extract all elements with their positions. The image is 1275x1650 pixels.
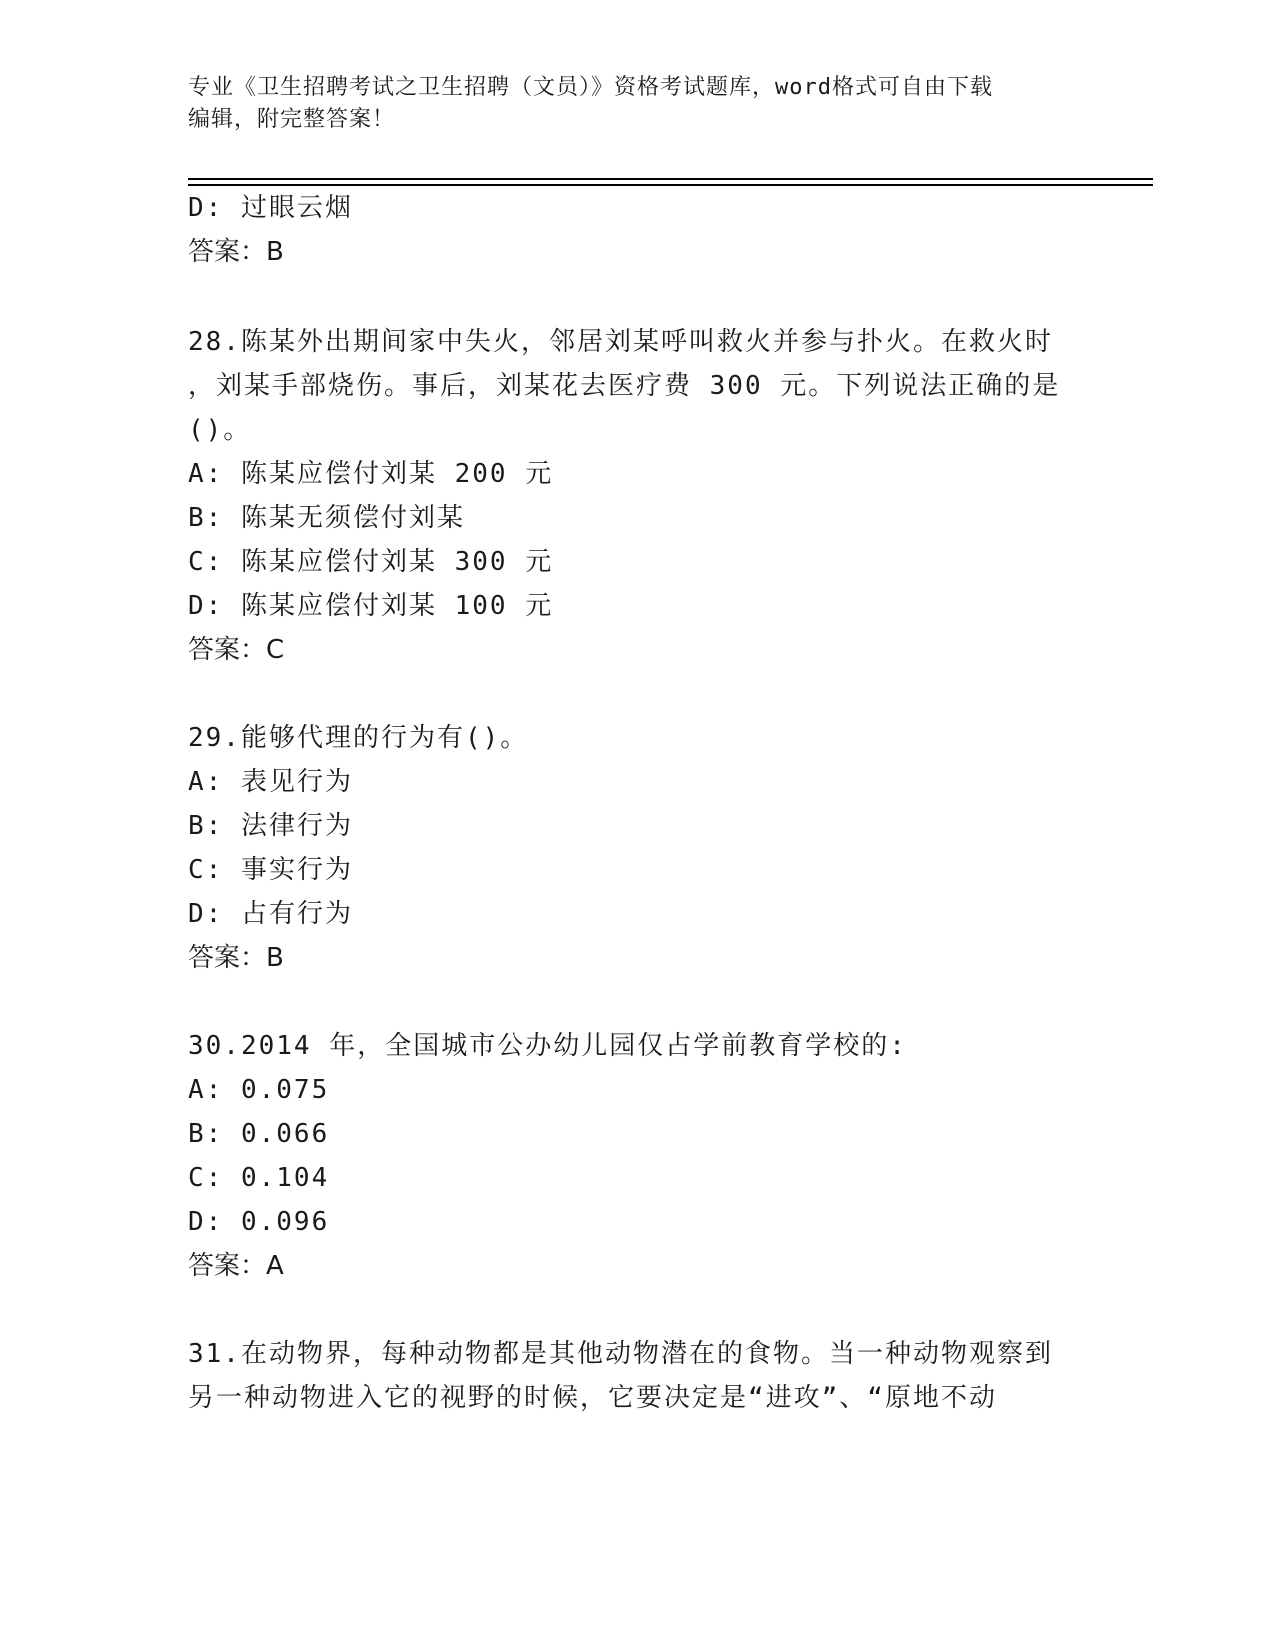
- header-line-2: 编辑，附完整答案！: [188, 107, 396, 132]
- q28-stem-line-2: ，刘某手部烧伤。事后，刘某花去医疗费 300 元。下列说法正确的是: [188, 371, 1061, 401]
- q29-answer: 答案：B: [188, 943, 284, 973]
- q28-option-c: C: 陈某应偿付刘某 300 元: [188, 547, 554, 577]
- q27-option-d: D: 过眼云烟: [188, 193, 353, 223]
- q29-option-c: C: 事实行为: [188, 855, 353, 885]
- q28-option-b: B: 陈某无须偿付刘某: [188, 503, 465, 533]
- q29-option-a: A: 表见行为: [188, 767, 353, 797]
- q30-option-b: B: 0.066: [188, 1119, 330, 1149]
- q31-stem-line-2: 另一种动物进入它的视野的时候，它要决定是“进攻”、“原地不动: [188, 1383, 997, 1413]
- q28-option-a: A: 陈某应偿付刘某 200 元: [188, 459, 554, 489]
- header-divider-bottom: [188, 184, 1153, 186]
- q28-answer: 答案：C: [188, 635, 285, 665]
- q29-stem-line-1: 29.能够代理的行为有()。: [188, 723, 529, 753]
- q30-option-a: A: 0.075: [188, 1075, 330, 1105]
- q30-answer: 答案：A: [188, 1251, 284, 1281]
- q30-option-c: C: 0.104: [188, 1163, 330, 1193]
- q28-option-d: D: 陈某应偿付刘某 100 元: [188, 591, 554, 621]
- header-line-1: 专业《卫生招聘考试之卫生招聘（文员）》资格考试题库，word格式可自由下载: [188, 75, 993, 100]
- document-header: [188, 72, 1088, 136]
- q30-stem-line-1: 30.2014 年，全国城市公办幼儿园仅占学前教育学校的:: [188, 1031, 907, 1061]
- q31-stem-line-1: 31.在动物界，每种动物都是其他动物潜在的食物。当一种动物观察到: [188, 1339, 1053, 1369]
- q29-option-d: D: 占有行为: [188, 899, 353, 929]
- q30-option-d: D: 0.096: [188, 1207, 330, 1237]
- q27-answer: 答案：B: [188, 237, 284, 267]
- q28-stem-line-3: ()。: [188, 415, 252, 445]
- q28-stem-line-1: 28.陈某外出期间家中失火，邻居刘某呼叫救火并参与扑火。在救火时: [188, 327, 1053, 357]
- q29-option-b: B: 法律行为: [188, 811, 353, 841]
- header-divider-top: [188, 178, 1153, 180]
